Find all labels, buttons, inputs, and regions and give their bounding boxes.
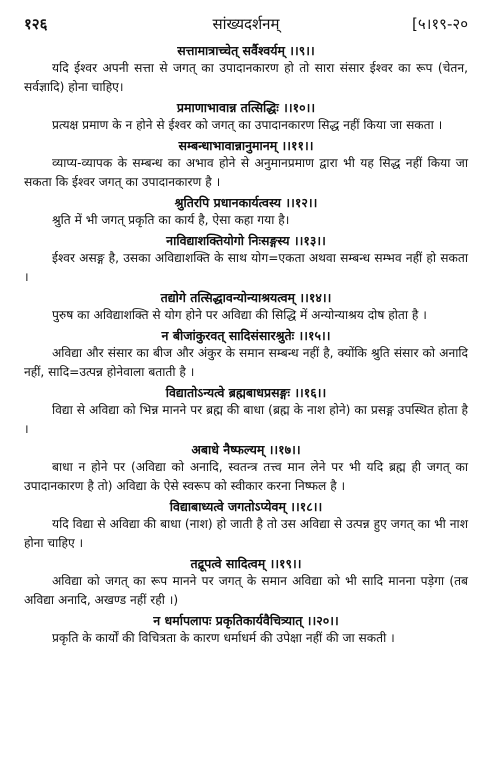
commentary-paragraph: प्रत्यक्ष प्रमाण के न होने से ईश्वर को जगत् का उपादानकारण सिद्ध नहीं किया जा सकता । xyxy=(52,118,443,132)
running-title: सांख्यदर्शनम् xyxy=(212,15,280,33)
sutra-block xyxy=(24,289,468,325)
commentary-paragraph: बाधा न होने पर (अविद्या को अनादि, स्वतन्त्र तत्त्व मान लेने पर भी यदि ब्रह्म ही जगत् का उपादानकारण है तो) अविद्या के ऐसे स्वरूप को स्वीकार करना निष्फल है । xyxy=(24,460,468,493)
commentary-paragraph: व्याप्य-व्यापक के सम्बन्ध का अभाव होने से अनुमानप्रमाण द्वारा भी यह सिद्ध नहीं किया जा सकता कि ईश्वर जगत् का उपादानकारण है । xyxy=(24,156,468,189)
sutra-text: श्रुतिरपि प्रधानकार्यत्वस्य ।।१२।। xyxy=(174,195,318,210)
sutra-block xyxy=(24,137,468,192)
sutra-text: अबाधे नैष्फल्यम् ।।१७।। xyxy=(191,442,301,457)
commentary-paragraph: श्रुति में भी जगत् प्रकृति का कार्य है, ऐसा कहा गया है। xyxy=(52,213,290,227)
sutra-text: प्रमाणाभावान्न तत्सिद्धिः ।।१०।। xyxy=(176,100,316,115)
commentary-paragraph: यदि विद्या से अविद्या की बाधा (नाश) हो जाती है तो उस अविद्या से उत्पन्न हुए जगत् का भी नाश होना चाहिए । xyxy=(24,517,468,550)
sutra-block xyxy=(24,498,468,553)
page-number: १२६ xyxy=(24,15,48,33)
commentary-paragraph: ईश्वर असङ्ग है, उसका अविद्याशक्ति के साथ योग=एकता अथवा सम्बन्ध सम्भव नहीं हो सकता । xyxy=(24,251,468,284)
sutra-text: सत्तामात्राच्चेत् सर्वैश्वर्यम् ।।९।। xyxy=(177,43,315,58)
sutra-block xyxy=(24,99,468,135)
sutra-text: नाविद्याशक्तियोगो निःसङ्गस्य ।।१३।। xyxy=(166,233,326,248)
sutra-text: न बीजांकुरवत् सादिसंसारश्रुतेः ।।१५।। xyxy=(161,328,331,343)
sutra-text: तद्योगे तत्सिद्धावन्योन्याश्रयत्वम् ।।१४।। xyxy=(160,290,332,305)
sutra-block xyxy=(24,327,468,382)
sutra-block xyxy=(24,232,468,287)
page-content xyxy=(24,42,468,648)
page-header xyxy=(24,10,468,40)
sutra-block xyxy=(24,194,468,230)
sutra-block xyxy=(24,441,468,496)
sutra-text: न धर्मापलापः प्रकृतिकार्यवैचित्र्यात् ।।२०।। xyxy=(153,613,339,628)
commentary-paragraph: यदि ईश्वर अपनी सत्ता से जगत् का उपादानकारण हो तो सारा संसार ईश्वर का रूप (चेतन, सर्वज्ञादि) होना चाहिए। xyxy=(24,61,468,94)
sutra-block xyxy=(24,42,468,97)
verse-reference: [५।१९-२० xyxy=(412,15,468,33)
commentary-paragraph: प्रकृति के कार्यों की विचित्रता के कारण धर्माधर्म की उपेक्षा नहीं की जा सकती । xyxy=(52,631,395,645)
sutra-text: विद्याबाध्यत्वे जगतोऽप्येवम् ।।१८।। xyxy=(169,499,323,514)
commentary-paragraph: अविद्या को जगत् का रूप मानने पर जगत् के समान अविद्या को भी सादि मानना पड़ेगा (तब अविद्या अनादि, अखण्ड नहीं रही ।) xyxy=(24,574,468,607)
commentary-paragraph: अविद्या और संसार का बीज और अंकुर के समान सम्बन्ध नहीं है, क्योंकि श्रुति संसार को अनादि नहीं, सादि=उत्पन्न होनेवाला बताती है । xyxy=(24,346,468,379)
commentary-paragraph: विद्या से अविद्या को भिन्न मानने पर ब्रह्म की बाधा (ब्रह्म के नाश होने) का प्रसङ्ग उपस्थित होता है । xyxy=(24,403,468,436)
commentary-paragraph: पुरुष का अविद्याशक्ति से योग होने पर अविद्या की सिद्धि में अन्योन्याश्रय दोष होता है । xyxy=(52,308,427,322)
sutra-text: सम्बन्धाभावान्नानुमानम् ।।११।। xyxy=(178,138,314,153)
sutra-text: तद्रूपत्वे सादित्वम् ।।१९।। xyxy=(190,556,302,571)
sutra-block xyxy=(24,612,468,648)
sutra-block xyxy=(24,555,468,610)
sutra-block xyxy=(24,384,468,439)
sutra-text: विद्यातोऽन्यत्वे ब्रह्मबाधप्रसङ्गः ।।१६।। xyxy=(165,385,327,400)
